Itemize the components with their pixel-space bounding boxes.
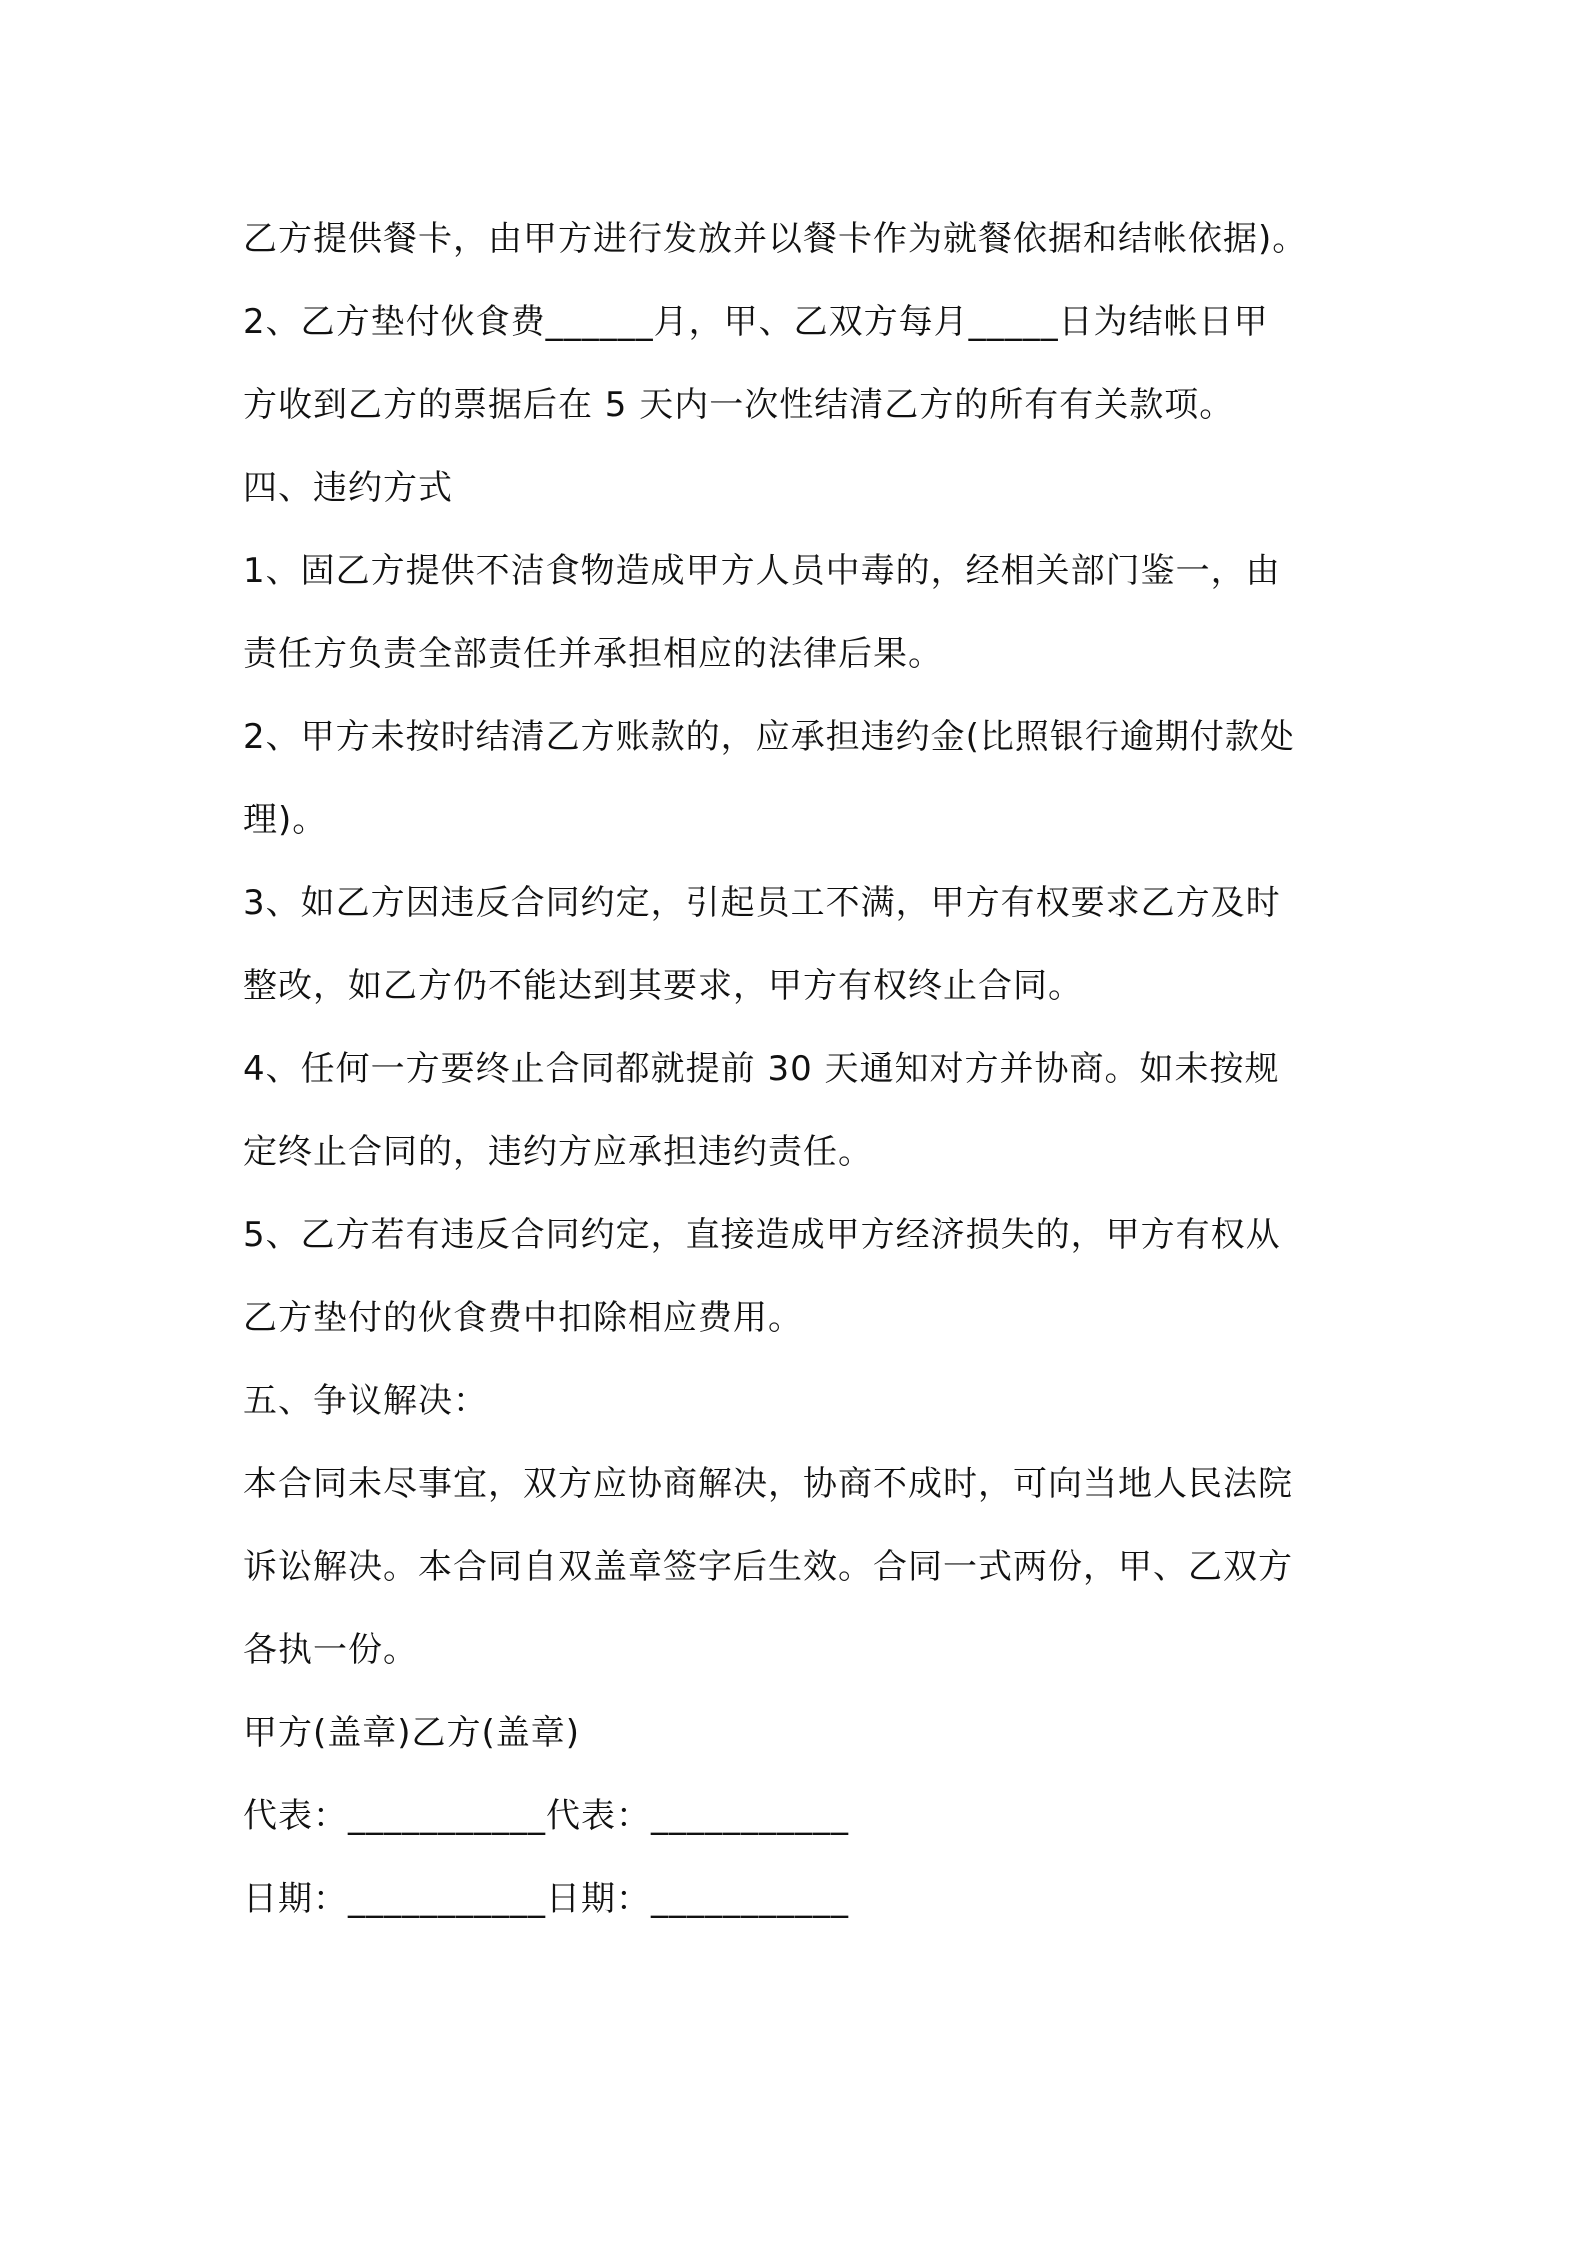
paragraph-line: 2、甲方未按时结清乙方账款的，应承担违约金(比照银行逾期付款处 xyxy=(243,717,1295,757)
paragraph-line: 3、如乙方因违反合同约定，引起员工不满，甲方有权要求乙方及时 xyxy=(243,883,1281,923)
paragraph-line: 5、乙方若有违反合同约定，直接造成甲方经济损失的，甲方有权从 xyxy=(243,1215,1281,1255)
paragraph-line: 理)。 xyxy=(243,800,328,840)
document-body xyxy=(243,198,1363,1941)
paragraph-line: 方收到乙方的票据后在 5 天内一次性结清乙方的所有有关款项。 xyxy=(243,385,1235,425)
paragraph-line: 4、任何一方要终止合同都就提前 30 天通知对方并协商。如未按规 xyxy=(243,1049,1280,1089)
paragraph-line: 诉讼解决。本合同自双盖章签字后生效。合同一式两份，甲、乙双方 xyxy=(243,1547,1293,1587)
paragraph-line: 责任方负责全部责任并承担相应的法律后果。 xyxy=(243,634,943,674)
section-heading: 四、违约方式 xyxy=(243,468,453,508)
paragraph-line: 乙方垫付的伙食费中扣除相应费用。 xyxy=(243,1298,803,1338)
paragraph-line: 1、固乙方提供不洁食物造成甲方人员中毒的，经相关部门鉴一，由 xyxy=(243,551,1281,591)
paragraph-line: 乙方提供餐卡，由甲方进行发放并以餐卡作为就餐依据和结帐依据)。 xyxy=(243,219,1308,259)
paragraph-line: 定终止合同的，违约方应承担违约责任。 xyxy=(243,1132,873,1172)
signature-date-line: 日期：___________日期：___________ xyxy=(243,1879,849,1919)
paragraph-line: 2、乙方垫付伙食费______月，甲、乙双方每月_____日为结帐日甲 xyxy=(243,302,1269,342)
signature-parties-line: 甲方(盖章)乙方(盖章) xyxy=(243,1713,581,1753)
paragraph-line: 各执一份。 xyxy=(243,1630,418,1670)
paragraph-line: 整改，如乙方仍不能达到其要求，甲方有权终止合同。 xyxy=(243,966,1083,1006)
section-heading: 五、争议解决： xyxy=(243,1381,488,1421)
paragraph-line: 本合同未尽事宜，双方应协商解决，协商不成时，可向当地人民法院 xyxy=(243,1464,1293,1504)
signature-representative-line: 代表：___________代表：___________ xyxy=(243,1796,849,1836)
